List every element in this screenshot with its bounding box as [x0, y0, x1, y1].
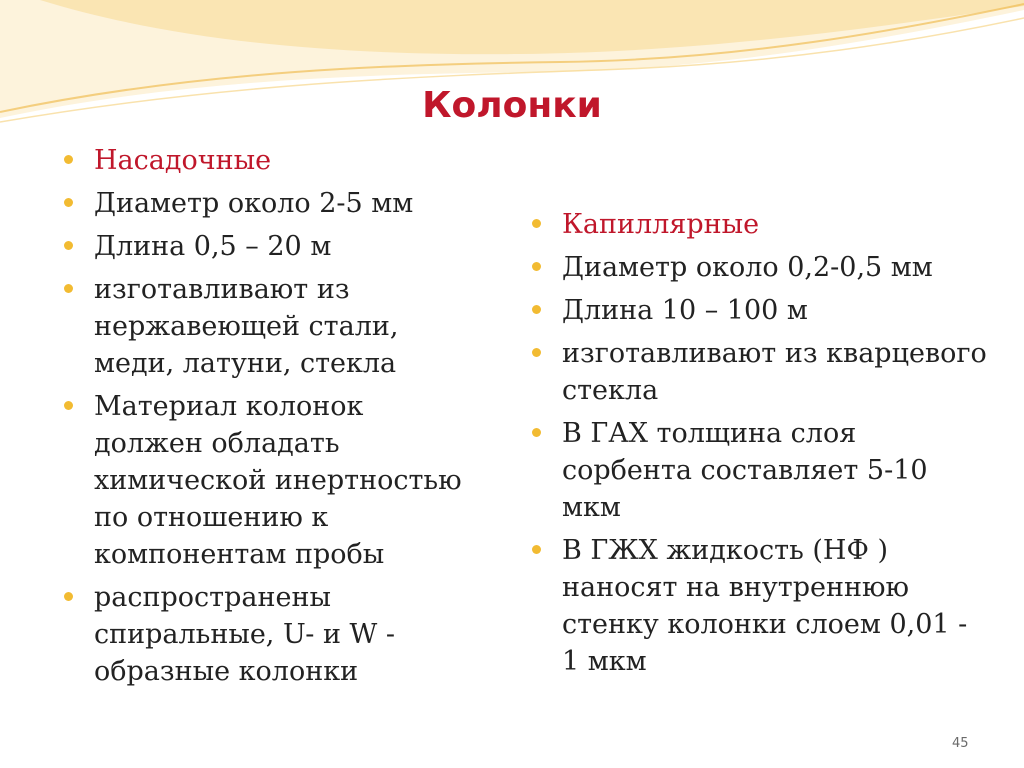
bullet-text: Длина 0,5 – 20 м — [94, 231, 332, 262]
bullet-text: В ГЖХ жидкость (НФ ) наносят на внутреннюю стенку колонки слоем 0,01 - 1 мкм — [562, 535, 968, 677]
page-number: 45 — [952, 736, 969, 751]
bullet-icon — [532, 545, 541, 554]
bullet-text: изготавливают из нержавеющей стали, меди, латуни, стекла — [94, 274, 399, 379]
bullet-item-diameter — [64, 185, 464, 222]
slide-title: Колонки — [422, 85, 602, 126]
bullet-item-material — [532, 335, 992, 409]
bullet-item-capillary-columns — [532, 206, 992, 243]
bullet-item-inertness — [64, 388, 464, 573]
bullet-icon — [64, 155, 73, 164]
bullet-text: Насадочные — [94, 145, 272, 176]
bullet-text: Длина 10 – 100 м — [562, 295, 808, 326]
bullet-icon — [532, 348, 541, 357]
bullet-item-shapes — [64, 579, 464, 690]
bullet-icon — [532, 428, 541, 437]
bullet-icon — [532, 262, 541, 271]
bullet-icon — [64, 401, 73, 410]
bullet-item-gsc-layer — [532, 415, 992, 526]
bullet-item-packed-columns — [64, 142, 464, 179]
bullet-text: Материал колонок должен обладать химической инертностью по отношению к компонентам пробы — [94, 391, 462, 570]
bullet-item-length — [532, 292, 992, 329]
bullet-icon — [64, 198, 73, 207]
bullet-icon — [532, 219, 541, 228]
bullet-icon — [532, 305, 541, 314]
bullet-text: Диаметр около 2-5 мм — [94, 188, 414, 219]
bullet-item-diameter — [532, 249, 992, 286]
bullet-icon — [64, 284, 73, 293]
bullet-icon — [64, 592, 73, 601]
bullet-text: Диаметр около 0,2-0,5 мм — [562, 252, 933, 283]
bullet-icon — [64, 241, 73, 250]
bullet-text: изготавливают из кварцевого стекла — [562, 338, 987, 406]
left-bullet-list — [64, 142, 464, 696]
bullet-text: распространены спиральные, U- и W - образные колонки — [94, 582, 395, 687]
bullet-item-material — [64, 271, 464, 382]
bullet-text: Капиллярные — [562, 209, 760, 240]
bullet-item-length — [64, 228, 464, 265]
bullet-text: В ГАХ толщина слоя сорбента составляет 5-10 мкм — [562, 418, 928, 523]
bullet-item-glc-liquid — [532, 532, 992, 680]
right-bullet-list — [532, 206, 992, 686]
